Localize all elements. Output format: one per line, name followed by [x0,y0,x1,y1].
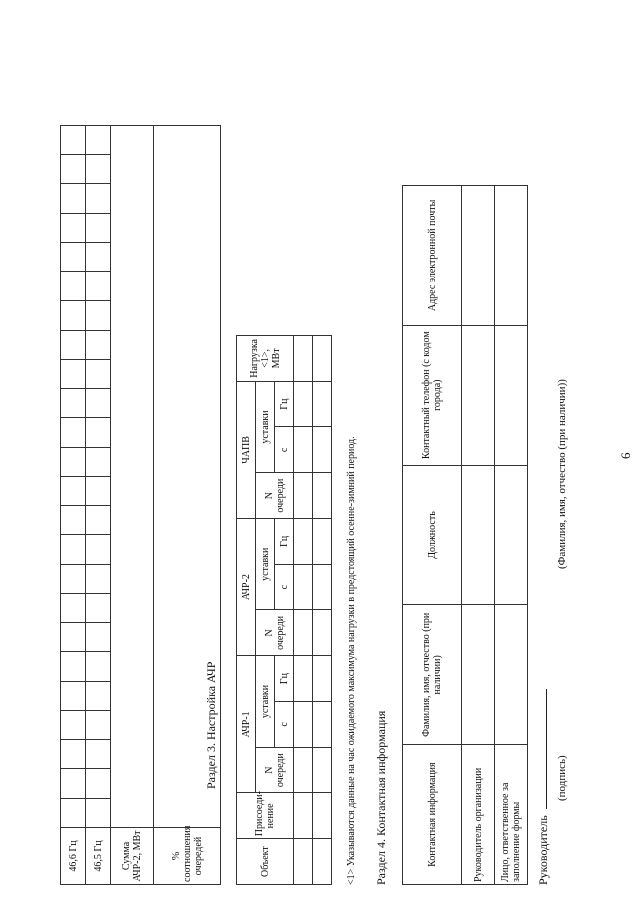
contact-header: Должность [403,465,462,605]
table-row [313,336,332,885]
contact-header: Адрес электронной почты [403,186,462,326]
footnote: <1> Указываются данные на час ожидаемого максимума нагрузки в предстоящий осенне-зимний период. [346,436,357,885]
signature-line [546,689,547,809]
contact-header: Фамилия, имя, отчество (при наличии) [403,605,462,745]
header-chapv: ЧАПВ [237,381,256,518]
header-load: Нагрузка <1>, МВт [237,336,294,382]
top-table [60,125,221,885]
row-label: 46,5 Гц [86,828,111,885]
table-row [86,126,111,885]
section4-title: Раздел 4. Контактная информация [374,710,388,885]
table-row [111,126,154,885]
signature-block [536,689,551,885]
achr-settings-table: Объект Присоеди-нение АЧР-1 АЧР-2 ЧАПВ Нагрузка <1>, МВт N очереди уставки N очереди уставки N очереди уставки с Гц с Гц с Гц [236,335,332,885]
row-label: Лицо, ответственное за заполнение формы [495,745,528,885]
signature-caption: (подпись) [556,755,568,801]
row-label: 46,6 Гц [61,828,86,885]
row-label: Руководитель организации [462,745,495,885]
table-row [495,186,528,885]
section3-title: Раздел 3. Настройка АЧР [204,661,218,789]
contact-header: Контактный телефон (с кодом города) [403,325,462,465]
row-label: Сумма АЧР-2, МВт [111,828,154,885]
name-caption: (Фамилия, имя, отчество (при наличии)) [556,379,568,569]
header-connection: Присоеди-нение [237,793,294,839]
contact-header: Контактная информация [403,745,462,885]
contact-table [402,185,528,885]
signature-label: Руководитель [536,815,550,885]
header-achr2: АЧР-2 [237,519,256,656]
row-label: % соотношения очередей [154,828,221,885]
header-object: Объект [237,839,294,885]
table-row [462,186,495,885]
table-row [61,126,86,885]
table-row [294,336,313,885]
page-number: 6 [618,452,633,459]
header-achr1: АЧР-1 [237,656,256,793]
